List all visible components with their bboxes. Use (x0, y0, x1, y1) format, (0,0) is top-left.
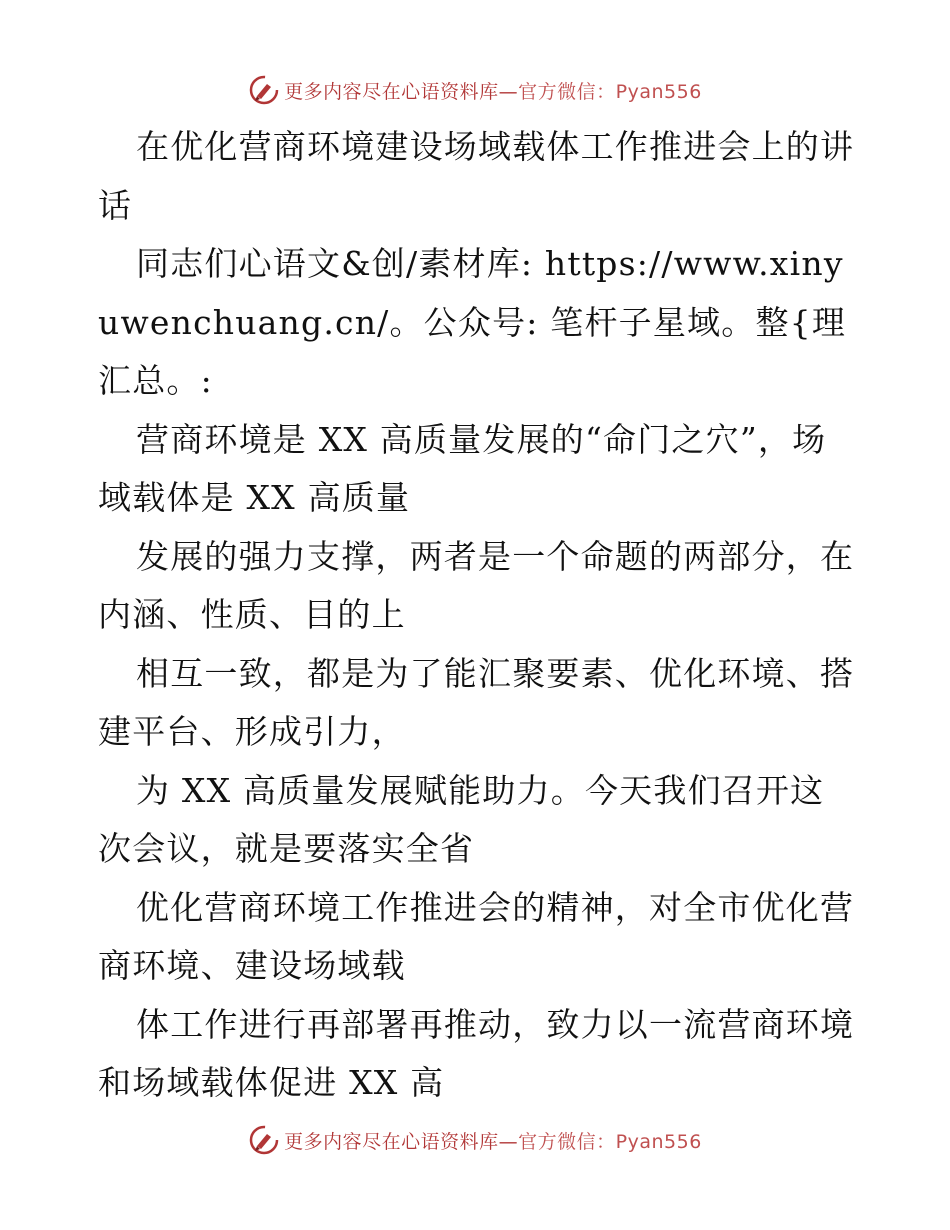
paragraph: 优化营商环境工作推进会的精神，对全市优化营商环境、建设场域载 (98, 887, 855, 985)
pen-circle-logo-icon (248, 1124, 280, 1156)
paragraph: 相互一致，都是为了能汇聚要素、优化环境、搭建平台、形成引力， (98, 653, 855, 751)
header-banner (0, 70, 950, 110)
document-title: 在优化营商环境建设场域载体工作推进会上的讲话 (98, 127, 855, 225)
paragraph: 发展的强力支撑，两者是一个命题的两部分，在内涵、性质、目的上 (98, 536, 855, 634)
paragraph: 同志们心语文&创/素材库: https://www.xinyuwenchuang.cn/。公众号: 笔杆子星域。整{理汇总。: (98, 244, 847, 400)
pen-circle-logo-icon (248, 74, 280, 106)
paragraph: 为 XX 高质量发展赋能助力。今天我们召开这次会议，就是要落实全省 (98, 770, 825, 868)
paragraph: 营商环境是 XX 高质量发展的“命门之穴”，场域载体是 XX 高质量 (98, 419, 827, 517)
paragraph: 体工作进行再部署再推动，致力以一流营商环境和场域载体促进 XX 高 (98, 1004, 855, 1102)
footer-banner (0, 1120, 950, 1160)
banner-text-main: 更多内容尽在心语资料库— (284, 1130, 519, 1153)
banner-wechat-text: 官方微信：Pyan556 (518, 80, 702, 103)
banner-text (284, 1127, 702, 1154)
banner-text-main: 更多内容尽在心语资料库— (284, 80, 519, 103)
banner-text (284, 77, 702, 104)
document-body (98, 118, 858, 1113)
banner-wechat-text: 官方微信：Pyan556 (518, 1130, 702, 1153)
